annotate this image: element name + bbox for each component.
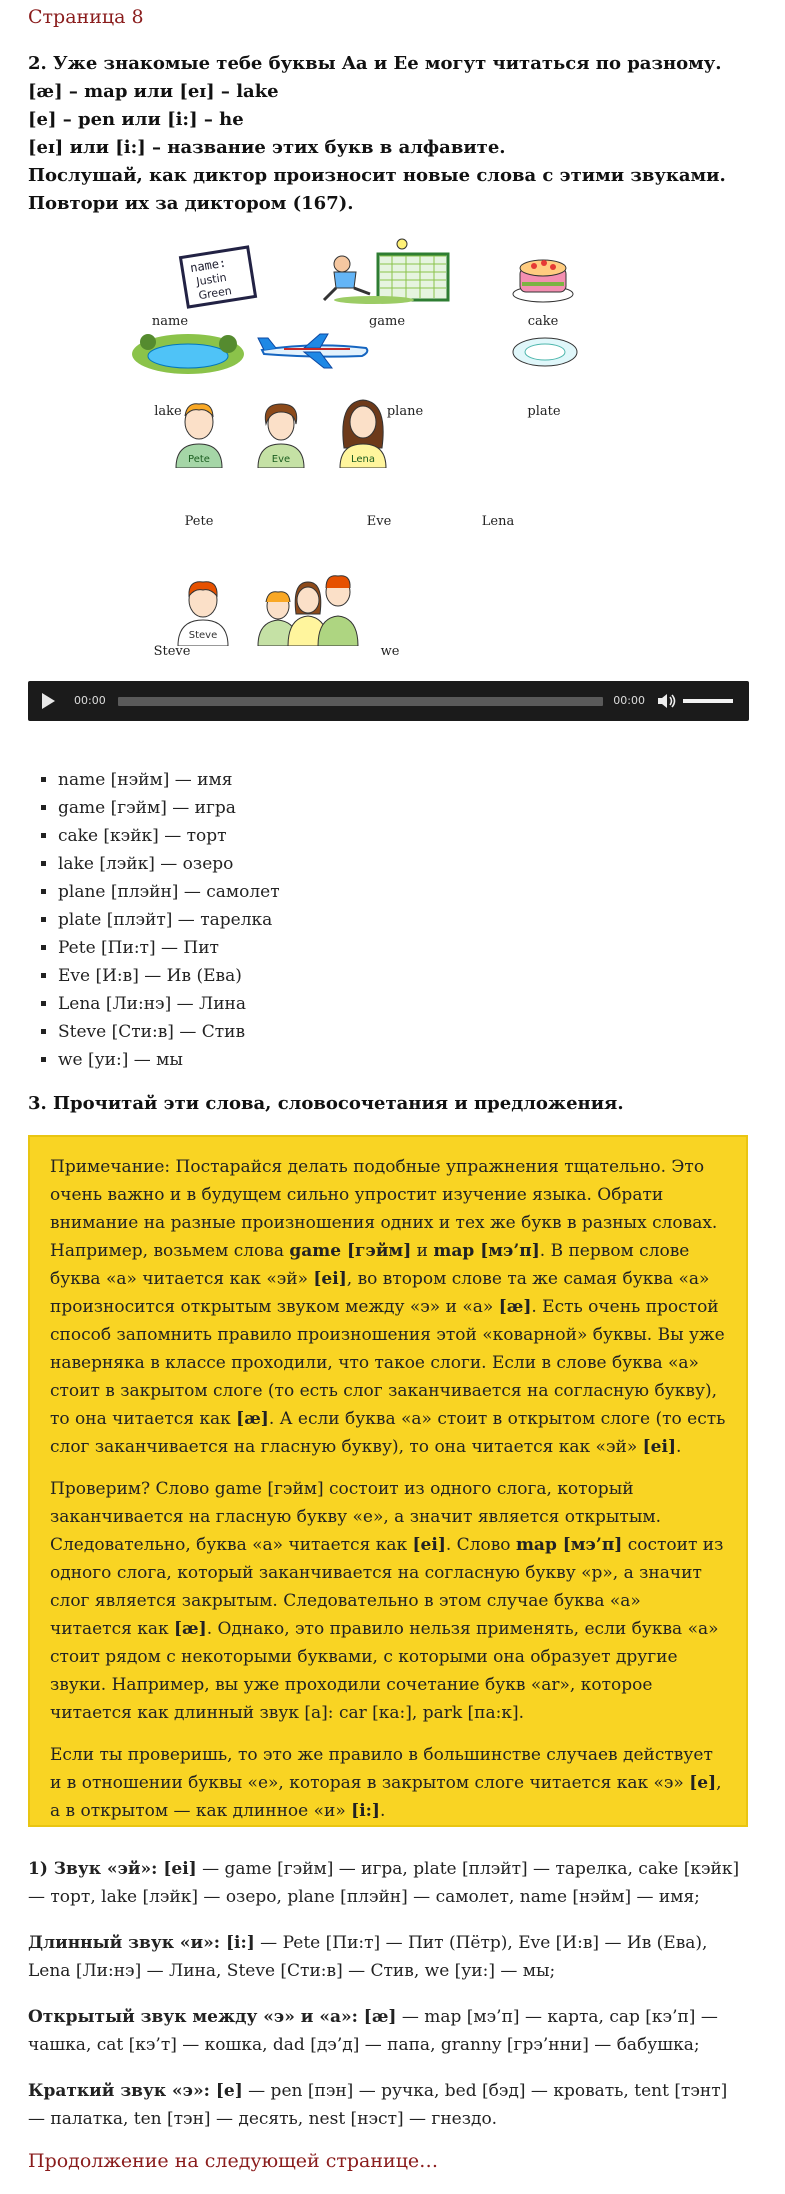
text-run: Проверим? Слово game [гэйм] состоит из одного слога, который заканчивается на гласную букву «е», а значит является открытым. Следовательно, буква «а» читается как — [50, 1479, 661, 1555]
note-paragraph — [50, 1741, 728, 1825]
volume-slider[interactable] — [683, 699, 733, 703]
bold-text: [æ] — [174, 1619, 207, 1639]
bold-text: [ei] — [642, 1437, 676, 1457]
rule-paragraph — [28, 1855, 748, 1911]
list-item: ▪ Lena [Ли:нэ] — Лина — [58, 990, 280, 1018]
note-paragraph — [50, 1475, 728, 1727]
steve-picture — [174, 574, 232, 646]
name-tag-text: Steve — [188, 630, 218, 641]
bold-text: Открытый звук между «э» и «а»: [æ] — [28, 2007, 397, 2027]
note-box — [28, 1135, 748, 1827]
caption-plate: plate — [527, 404, 561, 419]
bold-text: map [мэ’п] — [433, 1241, 540, 1261]
caption-pete: Pete — [184, 514, 214, 529]
task-2-line: [æ] – map или [eɪ] – lake — [28, 81, 279, 102]
text-run: . Слово — [445, 1535, 516, 1555]
bold-text: Краткий звук «э»: [e] — [28, 2081, 243, 2101]
word-list — [30, 766, 280, 1074]
duration: 00:00 — [613, 694, 645, 707]
text-run: и — [411, 1241, 434, 1261]
page-link[interactable]: Страница 8 — [28, 6, 144, 28]
text-run: — map [мэ’п] — карта, cap [кэ’п] — чашка, cat [кэ’т] — кошка, dad [дэ’д] — папа, granny [грэ’нни] — бабушка; — [28, 2007, 718, 2055]
list-item: ▪ we [уи:] — мы — [58, 1046, 280, 1074]
badge-text: Justin — [195, 270, 228, 289]
bold-text: [ei] — [313, 1269, 347, 1289]
text-run: . А если буква «а» стоит в открытом слоге (то есть слог заканчивается на гласную букву), то она читается как «эй» — [50, 1409, 726, 1457]
text-run: , а в открытом — как длинное «и» — [50, 1773, 722, 1821]
text-run: . — [379, 1801, 386, 1821]
task-2-line: [e] – pen или [i:] – he — [28, 109, 244, 130]
caption-we: we — [380, 644, 400, 659]
rule-paragraph — [28, 2077, 748, 2133]
bold-text: Длинный звук «и»: [i:] — [28, 1933, 255, 1953]
caption-name: name — [151, 314, 189, 329]
list-item: ▪ cake [кэйк] — торт — [58, 822, 280, 850]
eve-picture — [254, 396, 308, 468]
group-picture — [256, 562, 368, 646]
task-2-line: [eɪ] или [i:] – название этих букв в алфавите. — [28, 137, 506, 158]
task-2-line: 2. Уже знакомые тебе буквы Aa и Ee могут читаться по разному. — [28, 53, 722, 74]
note-paragraph — [50, 1153, 728, 1461]
badge-text: Green — [197, 284, 233, 303]
task-3-title: 3. Прочитай эти слова, словосочетания и предложения. — [28, 1093, 624, 1114]
bold-text: 1) Звук «эй»: [ei] — [28, 1859, 197, 1879]
text-run: Если ты проверишь, то это же правило в большинстве случаев действует и в отношении буквы «е», которая в закрытом слоге читается как «э» — [50, 1745, 713, 1793]
plate-picture — [510, 332, 580, 372]
task-2 — [28, 50, 758, 218]
text-run: — pen [пэн] — ручка, bed [бэд] — кровать, tent [тэнт] — палатка, ten [тэн] — десять, nest [нэст] — гнездо. — [28, 2081, 728, 2129]
list-item: ▪ Pete [Пи:т] — Пит — [58, 934, 280, 962]
plane-picture — [254, 328, 374, 372]
lake-picture — [128, 324, 248, 380]
list-item: ▪ name [нэйм] — имя — [58, 766, 280, 794]
caption-game: game — [368, 314, 406, 329]
bold-text: [æ] — [498, 1297, 532, 1317]
text-run: состоит из одного слога, который заканчивается на согласную букву «р», а значит слог является закрытым. Следовательно в этом случае буква «а» читается как — [50, 1535, 724, 1639]
name-tag-text: Pete — [188, 454, 210, 465]
text-run: — Pete [Пи:т] — Пит (Пётр), Eve [И:в] — Ив (Ева), Lena [Ли:нэ] — Лина, Steve [Сти:в] — Стив, we [уи:] — мы; — [28, 1933, 708, 1981]
next-page-link[interactable]: Продолжение на следующей странице… — [28, 2150, 439, 2172]
list-item: ▪ plate [плэйт] — тарелка — [58, 906, 280, 934]
caption-cake: cake — [527, 314, 559, 329]
text-run: . — [676, 1437, 682, 1457]
play-icon[interactable] — [42, 693, 55, 709]
caption-lake: lake — [154, 404, 182, 419]
name-tag-text: Lena — [350, 454, 376, 465]
task-2-line: Послушай, как диктор произносит новые слова с этими звуками. — [28, 165, 726, 186]
task-2-line: Повтори их за диктором (167). — [28, 193, 354, 214]
bold-text: [e] — [689, 1773, 717, 1793]
list-item: ▪ Eve [И:в] — Ив (Ева) — [58, 962, 280, 990]
text-run: . В первом слове буква «а» читается как «эй» — [50, 1241, 690, 1289]
badge-text: name: — [189, 255, 228, 276]
text-run: . Есть очень простой способ запомнить правило произношения этой «коварной» буквы. Вы уже наверняка в классе проходили, что такое слоги. Если в слове буква «а» стоит в закрытом слоге (то есть слог заканчивается на согласную букву), то она читается как — [50, 1297, 725, 1429]
name-tag-text: Eve — [271, 454, 291, 465]
text-run: Примечание: Постарайся делать подобные упражнения тщательно. Это очень важно и в будущем сильно упростит изучение языка. Обрати внимание на разные произношения одних и тех же букв в разных словах. Например, возьмем слова — [50, 1157, 718, 1261]
vocabulary-illustration — [150, 232, 620, 672]
bold-text: [ei] — [412, 1535, 446, 1555]
text-run: , во втором слове та же самая буква «а» произносится открытым звуком между «э» и «а» — [50, 1269, 710, 1317]
text-run: — game [гэйм] — игра, plate [плэйт] — тарелка, cake [кэйк] — торт, lake [лэйк] — озеро, plane [плэйн] — самолет, name [нэйм] — имя; — [28, 1859, 740, 1907]
current-time: 00:00 — [74, 694, 106, 707]
progress-bar[interactable] — [118, 697, 603, 706]
list-item: ▪ game [гэйм] — игра — [58, 794, 280, 822]
bold-text: game [гэйм] — [289, 1241, 412, 1261]
bold-text: [i:] — [351, 1801, 380, 1821]
text-run: . Однако, это правило нельзя применять, если буква «а» стоит рядом с некоторыми буквами, с которыми она образует другие звуки. Например, вы уже проходили сочетание букв «ar», которое читается как длинный звук [a]: car [ка:], park [па:к]. — [50, 1619, 719, 1723]
rule-paragraph — [28, 1929, 748, 1985]
cake-picture — [508, 246, 578, 306]
name-badge-picture — [178, 244, 258, 310]
bold-text: [æ] — [236, 1409, 269, 1429]
rule-paragraph — [28, 2003, 748, 2059]
caption-lena: Lena — [481, 514, 515, 529]
football-game-picture — [314, 238, 454, 310]
list-item: ▪ lake [лэйк] — озеро — [58, 850, 280, 878]
caption-steve: Steve — [153, 644, 191, 659]
list-item: ▪ Steve [Сти:в] — Стив — [58, 1018, 280, 1046]
bold-text: map [мэ’п] — [515, 1535, 623, 1555]
sound-rules — [28, 1855, 748, 2151]
caption-plane: plane — [386, 404, 424, 419]
list-item: ▪ plane [плэйн] — самолет — [58, 878, 280, 906]
audio-player — [28, 681, 749, 721]
volume-icon[interactable] — [657, 693, 677, 709]
caption-eve: Eve — [366, 514, 392, 529]
